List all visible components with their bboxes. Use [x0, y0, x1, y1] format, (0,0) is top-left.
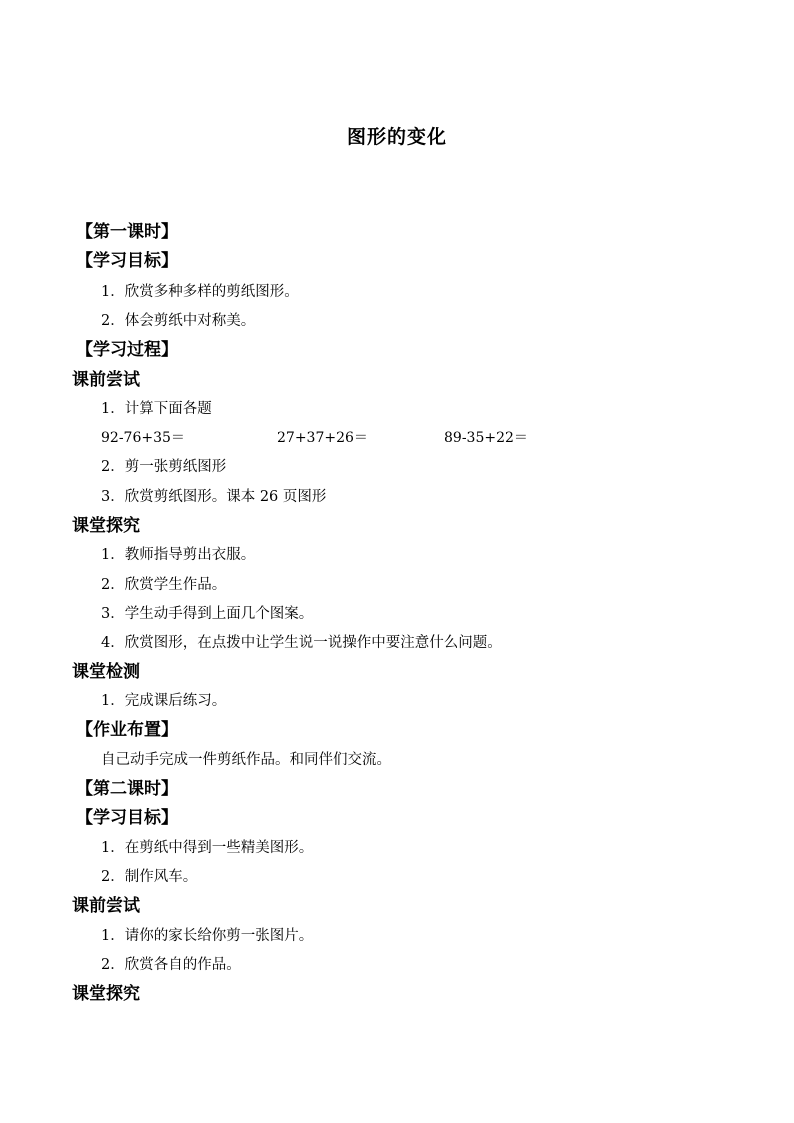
subsection-heading: 课前尝试 — [72, 896, 140, 916]
calculation-item: 89-35+22＝ — [444, 430, 528, 446]
section-heading: 【第二课时】 — [76, 779, 178, 799]
section-heading: 【学习过程】 — [76, 340, 178, 360]
list-item: 2．欣赏学生作品。 — [101, 577, 227, 593]
list-item: 2．制作风车。 — [101, 869, 198, 885]
calculation-item: 27+37+26＝ — [277, 430, 368, 446]
section-heading: 【第一课时】 — [76, 222, 178, 242]
page-title: 图形的变化 — [346, 126, 447, 148]
list-item: 1．完成课后练习。 — [101, 693, 227, 709]
list-item: 2．剪一张剪纸图形 — [101, 459, 227, 475]
subsection-heading: 课堂检测 — [72, 662, 140, 682]
section-heading: 【作业布置】 — [76, 720, 178, 740]
subsection-heading: 课堂探究 — [72, 516, 140, 536]
list-item: 自己动手完成一件剪纸作品。和同伴们交流。 — [101, 752, 391, 768]
calculation-item: 92-76+35＝ — [101, 430, 185, 446]
list-item: 1．教师指导剪出衣服。 — [101, 547, 256, 563]
list-item: 2．欣赏各自的作品。 — [101, 957, 241, 973]
list-item: 2．体会剪纸中对称美。 — [101, 313, 256, 329]
list-item: 1．计算下面各题 — [101, 401, 212, 417]
list-item: 4．欣赏图形，在点拨中让学生说一说操作中要注意什么问题。 — [101, 635, 502, 651]
subsection-heading: 课堂探究 — [72, 984, 140, 1004]
section-heading: 【学习目标】 — [76, 251, 178, 271]
list-item: 1．在剪纸中得到一些精美图形。 — [101, 840, 314, 856]
section-heading: 【学习目标】 — [76, 808, 178, 828]
list-item: 3．学生动手得到上面几个图案。 — [101, 606, 314, 622]
list-item: 3．欣赏剪纸图形。课本 26 页图形 — [101, 489, 327, 505]
list-item: 1．请你的家长给你剪一张图片。 — [101, 928, 314, 944]
list-item: 1．欣赏多种多样的剪纸图形。 — [101, 284, 299, 300]
subsection-heading: 课前尝试 — [72, 370, 140, 390]
